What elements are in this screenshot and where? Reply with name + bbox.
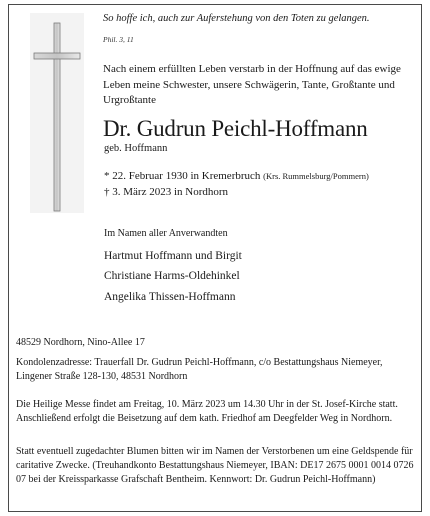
birth-date-place: * 22. Februar 1930 in Kremerbruch	[104, 170, 261, 182]
mourner-name: Christiane Harms-Oldehinkel	[104, 270, 240, 282]
family-address: 48529 Nordhorn, Nino-Allee 17	[16, 337, 145, 348]
funeral-mass-info: Die Heilige Messe findet am Freitag, 10. März 2023 um 14.30 Uhr in der St. Josef-Kirche statt. Anschließend erfolgt die Beisetzung auf dem kath. Friedhof am Deegfelder Weg in Nordhorn.	[16, 399, 398, 424]
deceased-name: Dr. Gudrun Peichl-Hoffmann	[103, 116, 368, 141]
mourner-name: Hartmut Hoffmann und Birgit	[104, 250, 242, 262]
birth-line	[104, 170, 369, 182]
donation-info: Statt eventuell zugedachter Blumen bitten wir im Namen der Verstorbenen um eine Geldspende für caritative Zwecke. (Treuhandkonto Bestattungshaus Niemeyer, IBAN: DE17 2675 0001 0014 0726 07 bei der Kreissparkasse Grafschaft Bentheim. Kennwort: Dr. Gudrun Peichl-Hoffmann)	[16, 446, 414, 485]
cross-icon	[30, 13, 84, 213]
mourner-name: Angelika Thissen-Hoffmann	[104, 291, 236, 303]
birth-place-note: (Krs. Rummelsburg/Pommern)	[263, 171, 369, 181]
birth-name: geb. Hoffmann	[104, 143, 168, 154]
bible-quote-reference: Phil. 3, 11	[103, 35, 134, 44]
mourners-intro: Im Namen aller Anverwandten	[104, 228, 228, 239]
death-line: † 3. März 2023 in Nordhorn	[104, 186, 229, 198]
condolence-address: Kondolenzadresse: Trauerfall Dr. Gudrun Peichl-Hoffmann, c/o Bestattungshaus Niemeyer, Lingener Straße 128-130, 48531 Nordhorn	[16, 357, 383, 382]
bible-quote: So hoffe ich, auch zur Auferstehung von den Toten zu gelangen.	[103, 13, 370, 24]
intro-text: Nach einem erfüllten Leben verstarb in der Hoffnung auf das ewige Leben meine Schwester, unsere Schwägerin, Tante, Großtante und Urgroßtante	[103, 63, 401, 106]
